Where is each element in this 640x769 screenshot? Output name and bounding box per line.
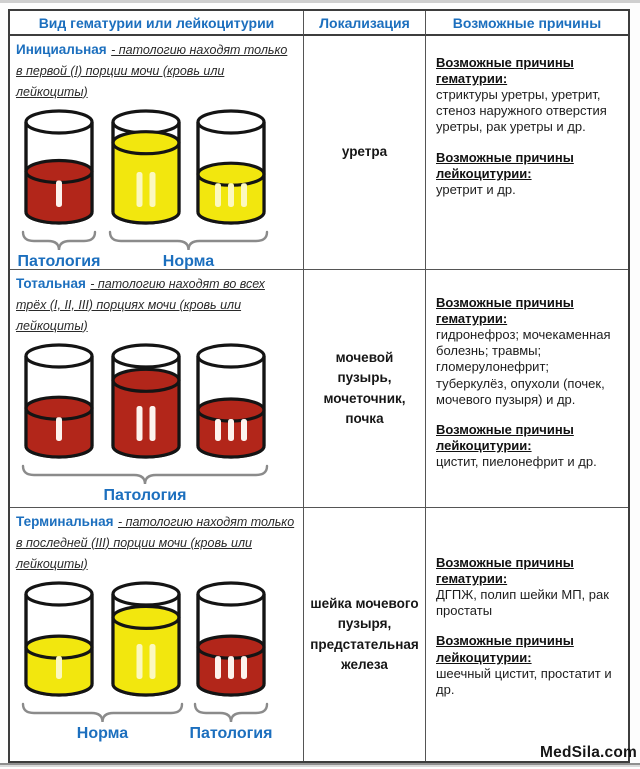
beaker-rim bbox=[113, 345, 179, 367]
numeral-bar bbox=[150, 172, 156, 207]
numeral-bar bbox=[56, 418, 62, 442]
brace bbox=[195, 704, 267, 722]
beaker-portion-II bbox=[113, 345, 179, 457]
beaker-portion-II bbox=[113, 583, 179, 695]
liquid-surface bbox=[113, 607, 179, 629]
header-localization-label: Локализация bbox=[319, 14, 410, 31]
liquid-surface bbox=[26, 636, 92, 658]
beaker-rim bbox=[198, 583, 264, 605]
beaker-rim bbox=[198, 345, 264, 367]
numeral-bar bbox=[241, 656, 247, 679]
type-name: Тотальная bbox=[16, 276, 86, 291]
beaker-portion-III bbox=[198, 111, 264, 223]
type-name: Инициальная bbox=[16, 42, 107, 57]
numeral-bar bbox=[215, 656, 221, 679]
beakers-illustration-initial bbox=[12, 108, 302, 270]
beaker-portion-I bbox=[26, 583, 92, 695]
liquid-surface bbox=[26, 398, 92, 420]
leukocyturia-causes-heading: Возможные причины лейкоцитурии: bbox=[436, 421, 574, 453]
localization-cell-total bbox=[304, 270, 426, 508]
brace bbox=[23, 466, 267, 484]
watermark-text: MedSila.com bbox=[540, 744, 637, 761]
numeral-bar bbox=[228, 419, 234, 441]
beaker-portion-II bbox=[113, 111, 179, 223]
numeral-bar bbox=[228, 184, 234, 208]
liquid-surface bbox=[113, 370, 179, 392]
brace bbox=[23, 232, 95, 250]
type-description: - патологию находят только в первой (I) порции мочи (кровь или лейкоциты) bbox=[16, 43, 288, 99]
leukocyturia-causes-heading: Возможные причины лейкоцитурии: bbox=[436, 633, 574, 665]
causes-cell-total bbox=[426, 270, 628, 508]
numeral-bar bbox=[137, 172, 143, 207]
hematuria-causes-heading: Возможные причины гематурии: bbox=[436, 55, 574, 87]
hematuria-causes-heading: Возможные причины гематурии: bbox=[436, 295, 574, 327]
brace bbox=[23, 704, 182, 722]
numeral-bar bbox=[56, 181, 62, 208]
brace-label: Патология bbox=[189, 725, 273, 743]
type-cell-terminal bbox=[10, 508, 304, 761]
brace-label: Норма bbox=[162, 253, 215, 270]
header-cell-causes bbox=[426, 11, 628, 36]
numeral-bar bbox=[150, 406, 156, 441]
localization-text: мочевой пузырь, мочеточник, почка bbox=[323, 350, 406, 426]
beakers-illustration-terminal bbox=[12, 580, 302, 745]
liquid-surface bbox=[113, 132, 179, 154]
localization-text: уретра bbox=[341, 144, 388, 160]
causes-cell-initial bbox=[426, 36, 628, 270]
localization-cell-terminal bbox=[304, 508, 426, 761]
type-description-block bbox=[10, 270, 303, 336]
beaker-rim bbox=[26, 345, 92, 367]
brace-label: Норма bbox=[76, 725, 129, 743]
liquid-surface bbox=[198, 164, 264, 186]
liquid-surface bbox=[26, 161, 92, 183]
beaker-rim bbox=[26, 583, 92, 605]
type-description: - патологию находят только в последней (III) порции мочи (кровь или лейкоциты) bbox=[16, 515, 295, 571]
beakers-illustration-total bbox=[12, 342, 302, 507]
brace bbox=[110, 232, 267, 250]
type-description: - патологию находят во всех трёх (I, II, III) порциях мочи (кровь или лейкоциты) bbox=[16, 277, 265, 333]
beaker-rim bbox=[26, 111, 92, 133]
numeral-bar bbox=[241, 419, 247, 441]
numeral-bar bbox=[228, 656, 234, 679]
beaker-rim bbox=[113, 583, 179, 605]
beaker-rim bbox=[113, 111, 179, 133]
type-description-block bbox=[10, 36, 303, 102]
numeral-bar bbox=[215, 184, 221, 208]
type-cell-total bbox=[10, 270, 304, 508]
numeral-bar bbox=[137, 406, 143, 441]
numeral-bar bbox=[150, 644, 156, 679]
leukocyturia-causes-heading: Возможные причины лейкоцитурии: bbox=[436, 149, 574, 181]
beaker-rim bbox=[198, 111, 264, 133]
leukocyturia-causes-text: цистит, пиелонефрит и др. bbox=[436, 453, 597, 469]
numeral-bar bbox=[137, 644, 143, 679]
leukocyturia-causes-text: шеечный цистит, простатит и др. bbox=[436, 665, 612, 697]
numeral-bar bbox=[56, 656, 62, 679]
localization-text: шейка мочевого пузыря, предстательная железа bbox=[310, 596, 419, 672]
header-type-label: Вид гематурии или лейкоцитурии bbox=[38, 14, 275, 31]
header-causes-label: Возможные причины bbox=[452, 14, 602, 31]
type-cell-initial bbox=[10, 36, 304, 270]
numeral-bar bbox=[241, 184, 247, 208]
liquid-surface bbox=[198, 636, 264, 658]
hematuria-causes-heading: Возможные причины гематурии: bbox=[436, 555, 574, 587]
localization-cell-initial bbox=[304, 36, 426, 270]
type-name: Терминальная bbox=[16, 514, 114, 529]
bottom-edge-line bbox=[0, 763, 640, 767]
header-cell-localization bbox=[304, 11, 426, 36]
hematuria-table bbox=[8, 9, 630, 763]
beaker-portion-I bbox=[26, 111, 92, 223]
top-edge-line bbox=[0, 0, 640, 3]
hematuria-causes-text: ДГПЖ, полип шейки МП, рак простаты bbox=[436, 587, 609, 619]
causes-cell-terminal bbox=[426, 508, 628, 761]
beaker-portion-III bbox=[198, 345, 264, 457]
brace-label: Патология bbox=[17, 253, 101, 270]
beaker-portion-I bbox=[26, 345, 92, 457]
hematuria-causes-text: гидронефроз; мочекаменная болезнь; травмы; гломерулонефрит; туберкулёз, опухоли (почек, мочевого пузыря) и др. bbox=[436, 327, 611, 407]
hematuria-causes-text: стриктуры уретры, уретрит, стеноз наружного отверстия уретры, рак уретры и др. bbox=[436, 87, 607, 135]
type-description-block bbox=[10, 508, 303, 574]
liquid-surface bbox=[198, 399, 264, 421]
header-cell-type bbox=[10, 11, 304, 36]
leukocyturia-causes-text: уретрит и др. bbox=[436, 181, 516, 197]
brace-label: Патология bbox=[103, 487, 187, 505]
beaker-portion-III bbox=[198, 583, 264, 695]
numeral-bar bbox=[215, 419, 221, 441]
